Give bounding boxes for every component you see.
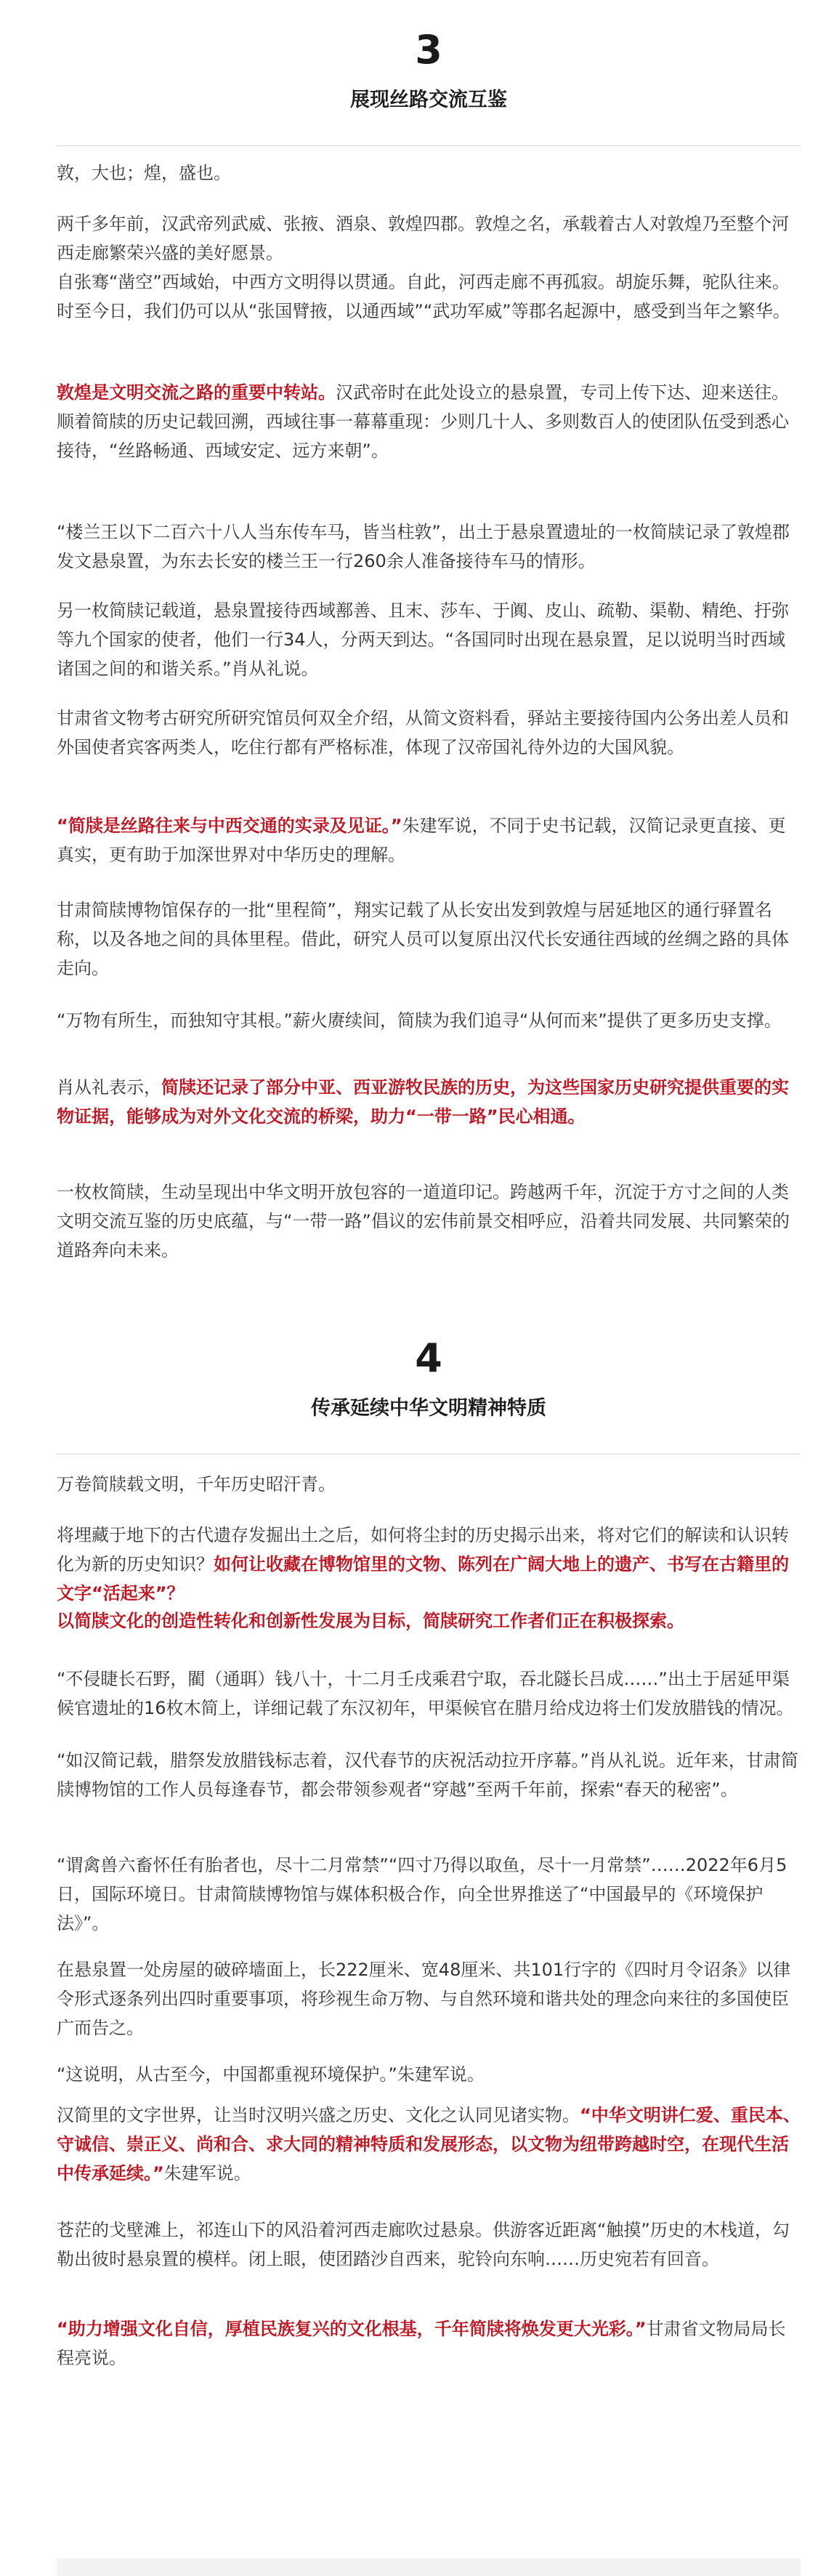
section-3-number: 3 (415, 27, 442, 73)
body-text: “不侵睫长石野，閵（通聑）钱八十，十二月壬戌乘君宁取，吞北隧长吕成……”出土于居延甲渠候官遗址的16枚木简上，详细记载了东汉初年，甲渠候官在腊月给戍边将士们发放腊钱的情况。 (57, 1669, 794, 1718)
body-text: 汉简里的文字世界，让当时汉明兴盛之历史、文化之认同见诸实物。 (57, 2105, 580, 2125)
body-text: 苍茫的戈壁滩上，祁连山下的风沿着河西走廊吹过悬泉。供游客近距离“触摸”历史的木栈道，勾勒出彼时悬泉置的模样。闭上眼，使团踏沙自西来，驼铃向东响……历史宛若有回音。 (57, 2220, 790, 2269)
paragraph (57, 158, 801, 188)
section-4-number: 4 (415, 1335, 442, 1381)
body-text: “这说明，从古至今，中国都重视环境保护。”朱建军说。 (57, 2064, 485, 2085)
highlighted-text: “中华文明讲仁爱、重民本、守诚信、崇正义、尚和合、求大同的精神特质和发展形态，以文物为纽带跨越时空，在现代生活中传承延续。” (57, 2105, 801, 2183)
body-text: “如汉简记载，腊祭发放腊钱标志着，汉代春节的庆祝活动拉开序幕。”肖从礼说。近年来，甘肃简牍博物馆的工作人员每逢春节，都会带领参观者“穿越”至两千年前，探索“春天的秘密”。 (57, 1750, 798, 1800)
highlighted-text: 简牍还记录了部分中亚、西亚游牧民族的历史，为这些国家历史研究提供重要的实物证据，能够成为对外文化交流的桥梁，助力“一带一路”民心相通。 (57, 1077, 789, 1127)
paragraph (57, 1006, 801, 1035)
body-text: 一枚枚简牍，生动呈现出中华文明开放包容的一道道印记。跨越两千年，沉淀于方寸之间的人类文明交流互鉴的历史底蕴，与“一带一路”倡议的宏伟前景交相呼应，沿着共同发展、共同繁荣的道路奔向未来。 (57, 1182, 790, 1260)
bottom-panel (57, 2559, 801, 2576)
body-text: 将埋藏于地下的古代遗存发掘出土之后，如何将尘封的历史揭示出来，将对它们的解读和认识转化为新的历史知识？ (57, 1525, 789, 1574)
paragraph (57, 1955, 801, 2042)
paragraph (57, 1746, 801, 1804)
body-text: 自张骞“凿空”西域始，中西方文明得以贯通。自此，河西走廊不再孤寂。胡旋乐舞，驼队往来。时至今日，我们仍可以从“张国臂掖，以通西域”“武功军威”等郡名起源中，感受到当年之繁华。 (57, 272, 790, 321)
paragraph (57, 2215, 801, 2274)
paragraph (57, 704, 801, 762)
section-3-divider (57, 145, 801, 146)
body-text: 朱建军说。 (163, 2163, 251, 2183)
body-text: “楼兰王以下二百六十八人当东传车马，皆当柱敦”，出土于悬泉置遗址的一枚简牍记录了敦煌郡发文悬泉置，为东去长安的楼兰王一行260余人准备接待车马的情形。 (57, 522, 790, 571)
paragraph (57, 378, 801, 465)
body-text: 两千多年前，汉武帝列武威、张掖、酒泉、敦煌四郡。敦煌之名，承载着古人对敦煌乃至整个河西走廊繁荣兴盛的美好愿景。 (57, 214, 789, 263)
highlighted-text: “简牍是丝路往来与中西交通的实录及见证。” (57, 816, 402, 836)
paragraph (57, 1073, 801, 1131)
body-text: 甘肃省文物考古研究所研究馆员何双全介绍，从简文资料看，驿站主要接待国内公务出差人员和外国使者宾客两类人，吃住行都有严格标准，体现了汉帝国礼待外边的大国风貌。 (57, 708, 789, 757)
section-4-title: 传承延续中华文明精神特质 (311, 1397, 546, 1420)
paragraph (57, 2101, 801, 2188)
paragraph (57, 2060, 801, 2089)
body-text: 甘肃简牍博物馆保存的一批“里程简”，翔实记载了从长安出发到敦煌与居延地区的通行驿置名称，以及各地之间的具体里程。借此，研究人员可以复原出汉代长安通往西域的丝绸之路的具体走向。 (57, 900, 789, 978)
body-text: “谓禽兽六畜怀任有胎者也，尽十二月常禁”“四寸乃得以取鱼，尽十一月常禁”……2022年6月5日，国际环境日。甘肃简牍博物馆与媒体积极合作，向全世界推送了“中国最早的《环境保护法》”。 (57, 1855, 787, 1933)
highlighted-text: 如何让收藏在博物馆里的文物、陈列在广阔大地上的遗产、书写在古籍里的文字“活起来”？ (57, 1554, 789, 1603)
paragraph (57, 596, 801, 683)
paragraph (57, 895, 801, 983)
body-text: 敦，大也；煌，盛也。 (57, 163, 231, 183)
paragraph (57, 518, 801, 576)
paragraph (57, 811, 801, 869)
highlighted-text: “助力增强文化自信，厚植民族复兴的文化根基，千年简牍将焕发更大光彩。” (57, 2319, 647, 2339)
section-3-title: 展现丝路交流互鉴 (350, 89, 507, 111)
body-text: 朱建军说，不同于史书记载，汉简记录更直接、更真实，更有助于加深世界对中华历史的理解。 (57, 816, 786, 865)
paragraph (57, 1851, 801, 1938)
body-text: 甘肃省文物局局长程亮说。 (57, 2319, 786, 2368)
paragraph (57, 2314, 801, 2372)
body-text: 另一枚简牍记载道，悬泉置接待西域鄯善、且末、莎车、于阗、皮山、疏勒、渠勒、精绝、扜弥等九个国家的使者，他们一行34人，分两天到达。“各国同时出现在悬泉置，足以说明当时西域诸国之间的和谐关系。”肖从礼说。 (57, 600, 789, 679)
paragraph (57, 1665, 801, 1723)
paragraph (57, 1521, 801, 1608)
paragraph (57, 267, 801, 326)
paragraph (57, 1470, 801, 1499)
paragraph (57, 209, 801, 267)
body-text: 在悬泉置一处房屋的破碎墙面上，长222厘米、宽48厘米、共101行字的《四时月令诏条》以律令形式逐条列出四时重要事项，将珍视生命万物、与自然环境和谐共处的理念向来往的多国使臣广而告之。 (57, 1960, 791, 2038)
paragraph (57, 1606, 801, 1635)
body-text: 万卷简牍载文明，千年历史昭汗青。 (57, 1474, 336, 1494)
body-text: 肖从礼表示， (57, 1077, 161, 1098)
body-text: “万物有所生，而独知守其根。”薪火赓续间，简牍为我们追寻“从何而来”提供了更多历史支撑。 (57, 1010, 782, 1031)
body-text: 汉武帝时在此处设立的悬泉置，专司上传下达、迎来送往。顺着简牍的历史记载回溯，西域往事一幕幕重现：少则几十人、多则数百人的使团队伍受到悉心接待，“丝路畅通、西域安定、远方来朝”。 (57, 382, 789, 461)
paragraph (57, 1178, 801, 1265)
highlighted-text: 敦煌是文明交流之路的重要中转站。 (57, 382, 336, 403)
highlighted-text: 以简牍文化的创造性转化和创新性发展为目标，简牍研究工作者们正在积极探索。 (57, 1611, 684, 1631)
